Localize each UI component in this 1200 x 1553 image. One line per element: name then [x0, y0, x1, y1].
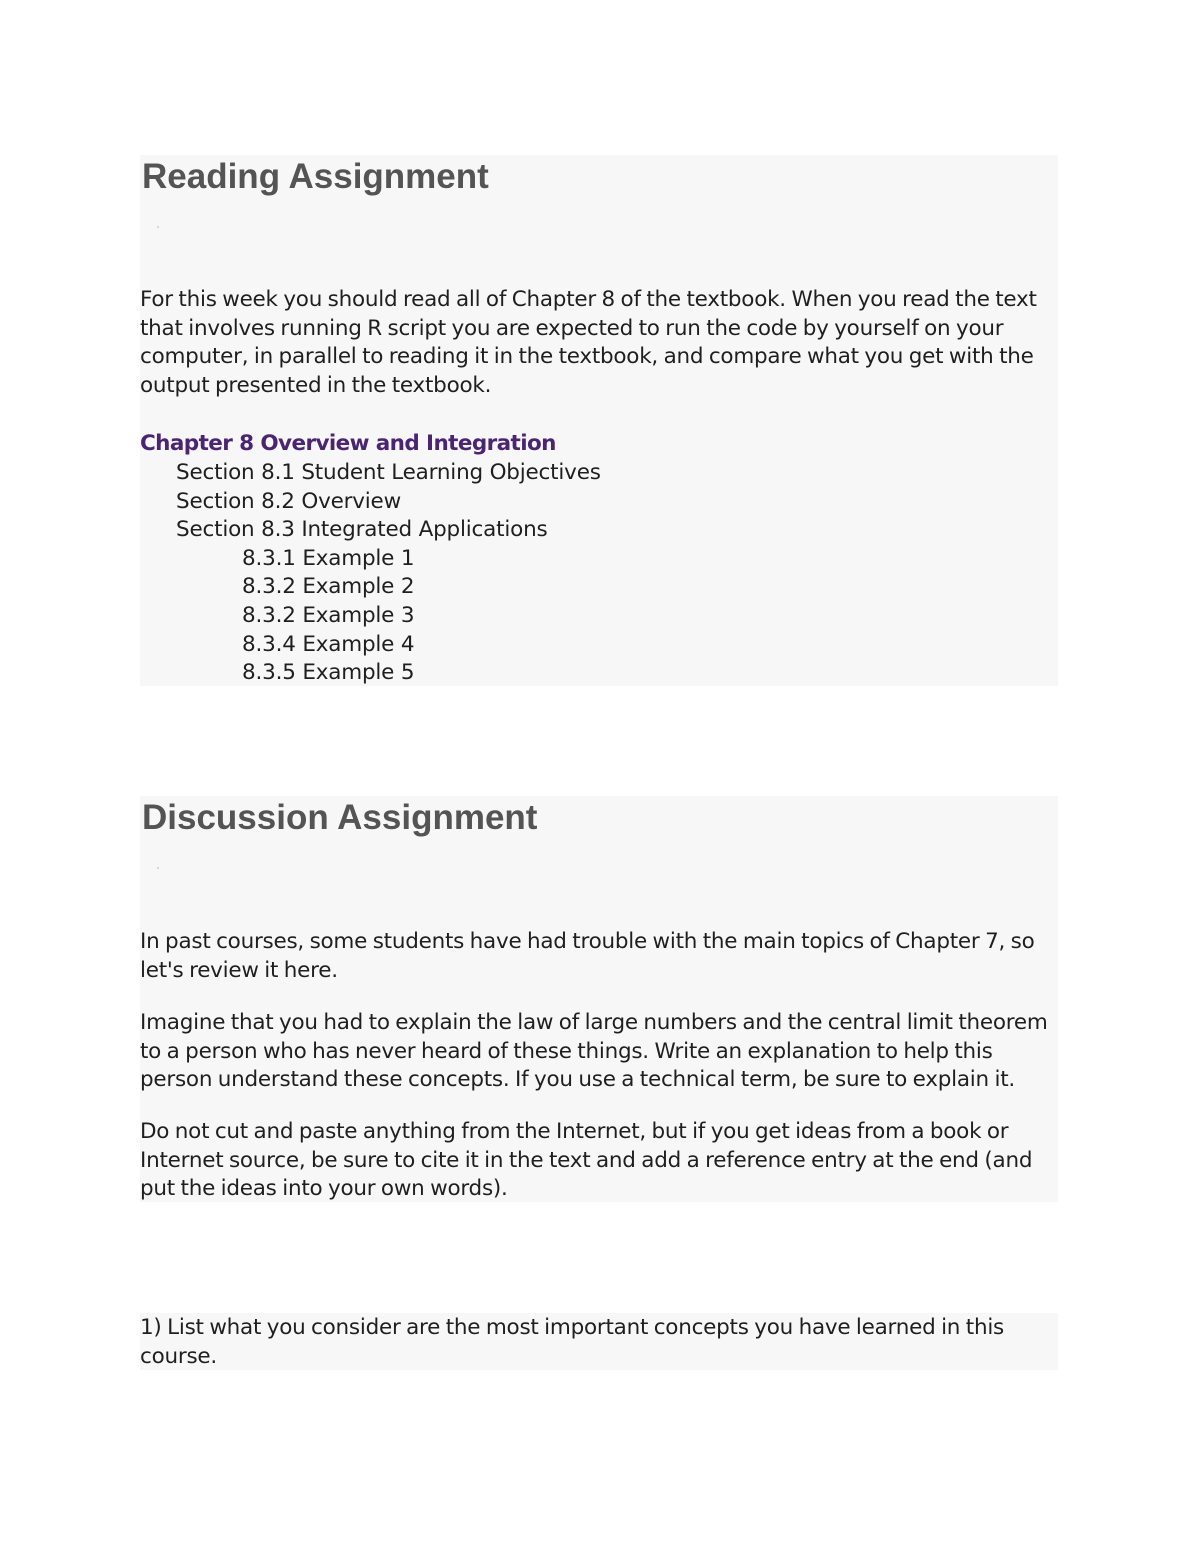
toc-subsection-item: 8.3.1 Example 1 — [242, 545, 415, 571]
decorative-dot — [157, 867, 159, 869]
toc-section-item: Section 8.2 Overview — [176, 488, 401, 514]
toc-subsection-item: 8.3.2 Example 2 — [242, 574, 415, 600]
discussion-paragraph-2 — [140, 1009, 1048, 1095]
toc-subsection-item: 8.3.5 Example 5 — [242, 660, 415, 686]
decorative-dot — [157, 226, 159, 228]
reading-assignment-title: Reading Assignment — [142, 157, 489, 196]
discussion-line: Imagine that you had to explain the law of large numbers and the central limit theorem — [140, 1010, 1048, 1035]
discussion-line: put the ideas into your own words). — [140, 1176, 508, 1202]
reading-intro-line: For this week you should read all of Chapter 8 of the textbook. When you read the text — [140, 287, 1037, 312]
discussion-paragraph-1 — [140, 928, 1035, 985]
reading-intro-line: that involves running R script you are expected to run the code by yourself on your — [140, 315, 1004, 341]
reading-intro-paragraph — [140, 286, 1037, 400]
chapter-title: Chapter 8 Overview and Integration — [140, 431, 556, 456]
question-line: 1) List what you consider are the most important concepts you have learned in this — [140, 1315, 1004, 1340]
discussion-line: In past courses, some students have had trouble with the main topics of Chapter 7, so — [140, 929, 1035, 954]
discussion-assignment-section — [140, 796, 1058, 1202]
question-line: course. — [140, 1343, 217, 1369]
reading-assignment-section — [140, 155, 1058, 686]
toc-section-item: Section 8.3 Integrated Applications — [176, 517, 548, 543]
question-section — [140, 1313, 1058, 1370]
toc-section-item: Section 8.1 Student Learning Objectives — [176, 460, 601, 485]
toc-subsection-item: 8.3.4 Example 4 — [242, 631, 415, 657]
discussion-line: Internet source, be sure to cite it in the text and add a reference entry at the end (and — [140, 1147, 1033, 1173]
reading-intro-line: output presented in the textbook. — [140, 372, 492, 398]
chapter-toc — [140, 459, 601, 688]
discussion-line: let's review it here. — [140, 957, 338, 983]
discussion-paragraph-3 — [140, 1118, 1032, 1204]
discussion-line: person understand these concepts. If you use a technical term, be sure to explain it. — [140, 1067, 1015, 1093]
reading-intro-line: computer, in parallel to reading it in the textbook, and compare what you get with the — [140, 344, 1034, 370]
toc-subsection-item: 8.3.2 Example 3 — [242, 602, 415, 628]
discussion-assignment-title: Discussion Assignment — [142, 798, 538, 837]
discussion-line: Do not cut and paste anything from the Internet, but if you get ideas from a book or — [140, 1119, 1009, 1144]
discussion-line: to a person who has never heard of these things. Write an explanation to help this — [140, 1038, 993, 1064]
question-paragraph — [140, 1314, 1004, 1371]
